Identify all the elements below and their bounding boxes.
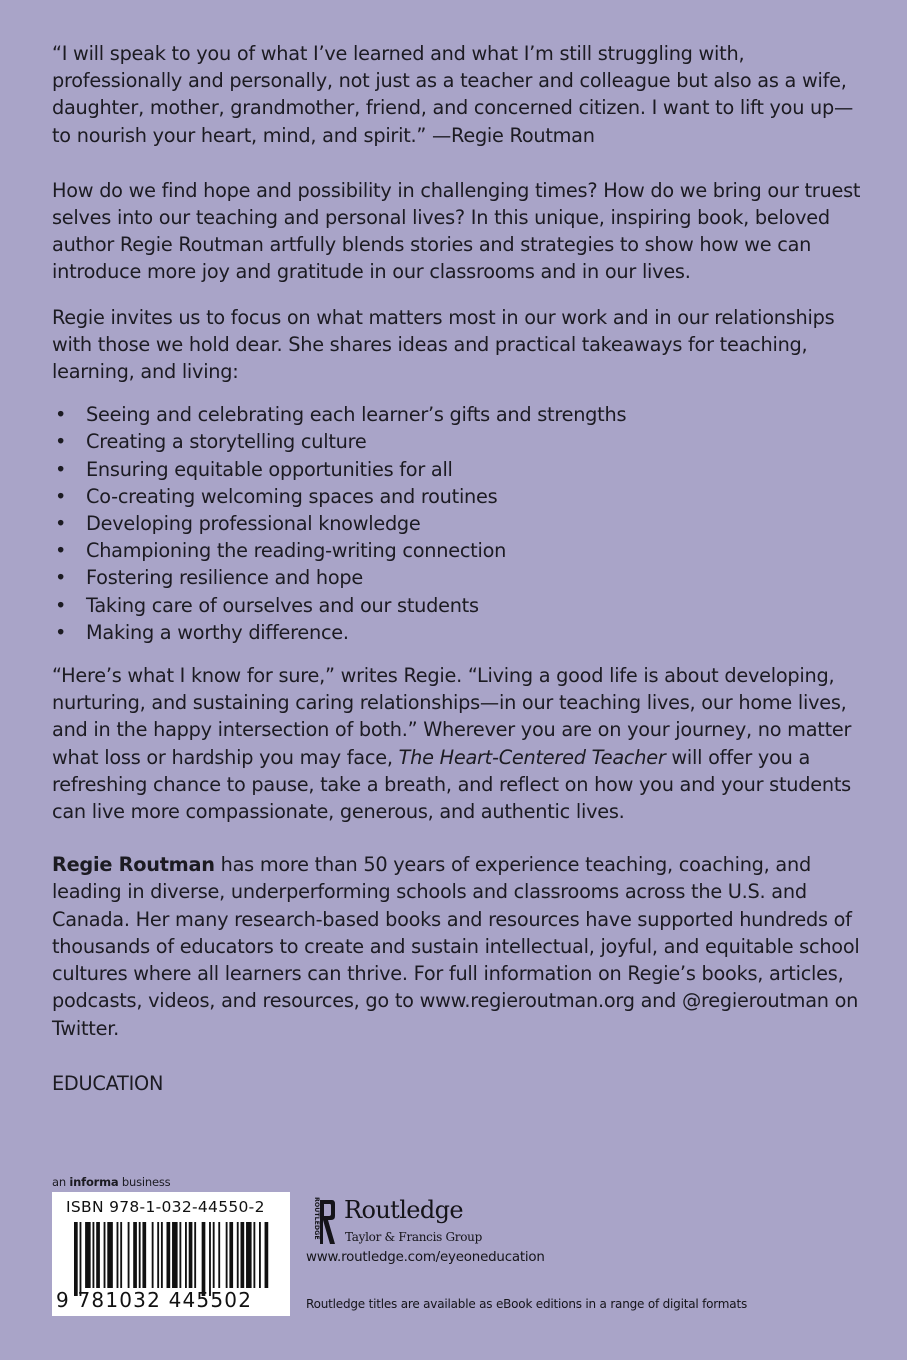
barcode-bar: [265, 1222, 269, 1288]
barcode-bar: [117, 1222, 119, 1288]
barcode-bar: [179, 1222, 181, 1288]
barcode-bar: [128, 1222, 130, 1288]
isbn-barcode: [52, 1192, 290, 1316]
barcode-bar: [142, 1222, 146, 1288]
bullet-icon: •: [55, 620, 67, 644]
barcode-bar: [120, 1222, 122, 1288]
closing-text-before: “Here’s what I know for sure,” writes Regie. “Living a good life is about developing, nurturing, and sustaining caring relationships—in our teaching lives, our home lives, and in the happy intersection of both.” Wherever you are on your journey, no matter what loss or hardship you may face,: [52, 664, 852, 769]
closing-text-after: will offer you a refreshing chance to pause, take a breath, and reflect on how you and your students can live more compassionate, generous, and authentic lives.: [52, 745, 851, 824]
bullet-icon: •: [55, 484, 67, 508]
barcode-bar: [259, 1222, 261, 1288]
ebook-note: Routledge titles are available as eBook editions in a range of digital formats: [306, 1297, 748, 1311]
back-cover-text: [52, 40, 867, 1097]
publisher-name: Routledge: [344, 1196, 464, 1224]
barcode-bar: [226, 1222, 228, 1288]
barcode-bar: [185, 1222, 187, 1288]
barcode-bar: [194, 1222, 196, 1288]
author-bio-text: has more than 50 years of experience teaching, coaching, and leading in diverse, underperforming schools and classrooms across the U.S. and Canada. Her many research-based books and resources have supported hundreds of thousands of educators to create and sustain intellectual, joyful, and equitable school cultures where all learners can thrive. For full information on Regie’s books, articles, podcasts, videos, and resources, go to www.regieroutman.org and @regieroutman on Twitter.: [52, 853, 860, 1040]
takeaway-item: [52, 428, 867, 455]
takeaway-text: Fostering resilience and hope: [86, 566, 363, 590]
routledge-logo-icon: [306, 1196, 336, 1248]
takeaway-text: Creating a storytelling culture: [86, 430, 367, 454]
closing-paragraph: [52, 662, 867, 825]
barcode-bar: [93, 1222, 95, 1288]
bullet-icon: •: [55, 566, 67, 590]
takeaway-item: [52, 401, 867, 428]
author-bio: [52, 851, 867, 1041]
barcode-bar: [152, 1222, 154, 1288]
barcode-bar: [139, 1222, 141, 1288]
informa-suffix: business: [118, 1175, 171, 1189]
barcode-bar: [85, 1222, 91, 1288]
takeaway-text: Co-creating welcoming spaces and routines: [86, 484, 498, 508]
barcode-bar: [246, 1222, 252, 1288]
intro-paragraph: How do we find hope and possibility in challenging times? How do we bring our truest selves into our teaching and personal lives? In this unique, inspiring book, beloved author Regie Routman artfully blends stories and strategies to show how we can introduce more joy and gratitude in our classrooms and in our lives.: [52, 178, 861, 284]
author-quote: “I will speak to you of what I’ve learned and what I’m still struggling with, professionally and personally, not just as a teacher and colleague but also as a wife, daughter, mother, grandmother, friend, and concerned citizen. I want to lift you up—to nourish your heart, mind, and spirit.” —Regie Routman: [52, 42, 854, 147]
category-label: EDUCATION: [52, 1071, 164, 1095]
takeaway-item: [52, 537, 867, 564]
publisher-url[interactable]: www.routledge.com/eyeoneducation: [306, 1250, 545, 1265]
barcode-bar: [107, 1222, 113, 1288]
informa-prefix: an: [52, 1175, 70, 1189]
barcode-bar: [202, 1222, 206, 1296]
bullet-icon: •: [55, 403, 67, 427]
barcode-digits: 9 781032 445502: [56, 1288, 253, 1312]
takeaways-list: [52, 401, 867, 646]
barcode-bar: [241, 1222, 245, 1288]
barcode-bar: [161, 1222, 163, 1288]
barcode-bar: [104, 1222, 106, 1288]
barcode-bars: [74, 1222, 270, 1296]
takeaway-text: Making a worthy difference.: [86, 620, 349, 644]
barcode-bar: [218, 1222, 220, 1288]
takeaway-item: [52, 483, 867, 510]
takeaway-text: Seeing and celebrating each learner’s gifts and strengths: [86, 403, 627, 427]
bullet-icon: •: [55, 593, 67, 617]
barcode-bar: [74, 1222, 78, 1296]
takeaway-text: Championing the reading-writing connection: [86, 539, 507, 563]
takeaway-item: [52, 510, 867, 537]
barcode-bar: [209, 1222, 211, 1296]
barcode-bar: [80, 1222, 82, 1296]
barcode-bar: [157, 1222, 159, 1288]
barcode-bar: [229, 1222, 233, 1288]
bullet-icon: •: [55, 539, 67, 563]
takeaway-item: [52, 456, 867, 483]
takeaway-text: Taking care of ourselves and our students: [86, 593, 479, 617]
book-title: The Heart-Centered Teacher: [398, 745, 666, 769]
informa-brand: informa: [69, 1175, 119, 1189]
bullet-icon: •: [55, 457, 67, 481]
bullet-icon: •: [55, 512, 67, 536]
author-name: Regie Routman: [52, 853, 215, 877]
barcode-bar: [167, 1222, 171, 1288]
publisher-group: Taylor & Francis Group: [345, 1230, 482, 1244]
bullet-icon: •: [55, 430, 67, 454]
barcode-bar: [96, 1222, 100, 1288]
takeaway-text: Ensuring equitable opportunities for all: [86, 457, 453, 481]
isbn-label: ISBN 978-1-032-44550-2: [66, 1198, 265, 1216]
barcode-bar: [172, 1222, 178, 1288]
takeaway-item: [52, 619, 867, 646]
barcode-bar: [237, 1222, 239, 1288]
barcode-bar: [189, 1222, 193, 1288]
takeaway-item: [52, 592, 867, 619]
invite-paragraph: Regie invites us to focus on what matters most in our work and in our relationships with those we hold dear. She shares ideas and practical takeaways for teaching, learning, and living:: [52, 305, 835, 384]
barcode-bar: [253, 1222, 255, 1288]
barcode-bar: [213, 1222, 215, 1288]
routledge-logo-text: ROUTLEDGE: [313, 1197, 320, 1240]
barcode-bar: [133, 1222, 137, 1288]
takeaway-item: [52, 564, 867, 591]
informa-business-line: [52, 1175, 170, 1189]
takeaway-text: Developing professional knowledge: [86, 512, 421, 536]
